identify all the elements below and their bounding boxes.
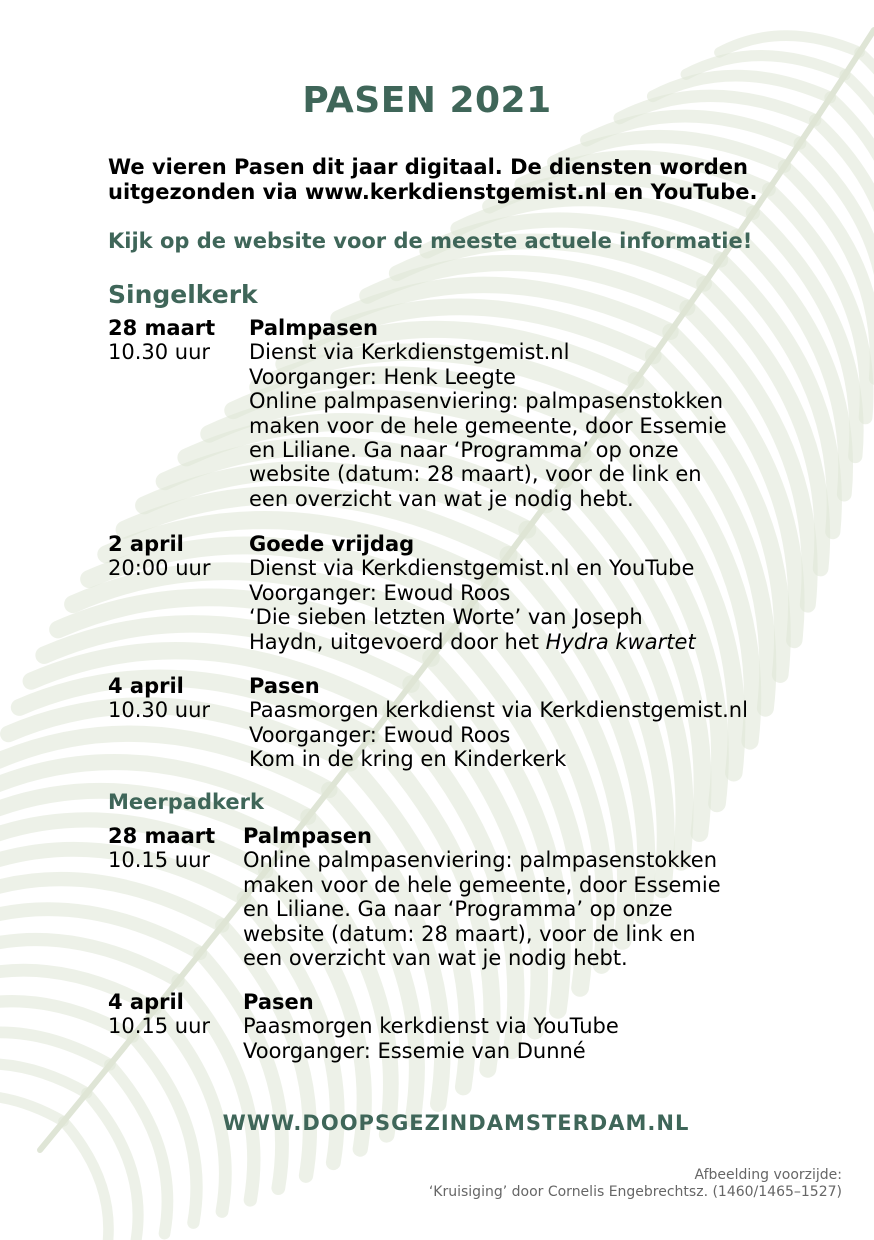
page-title: PASEN 2021 — [302, 80, 552, 121]
event-line: een overzicht van wat je nodig hebt. — [249, 486, 634, 511]
event-time: 20:00 uur — [108, 556, 211, 581]
event-line-text: Haydn, uitgevoerd door het — [249, 629, 546, 654]
leaf-frond — [860, 52, 874, 180]
event-name: Pasen — [243, 990, 314, 1014]
intro-line: uitgezonden via www.kerkdienstgemist.nl en YouTube. — [108, 180, 758, 204]
event-name: Goede vrijdag — [249, 532, 415, 556]
event-line: en Liliane. Ga naar ‘Programma’ op onze — [249, 437, 679, 462]
event-time: 10.30 uur — [108, 340, 211, 365]
event-line: Dienst via Kerkdienstgemist.nl en YouTube — [249, 556, 695, 581]
intro-line: We vieren Pasen dit jaar digitaal. De diensten worden — [108, 155, 748, 179]
event-date: 28 maart — [108, 824, 216, 848]
credit-line: ‘Kruisiging’ door Cornelis Engebrechtsz. (1460/1465–1527) — [428, 1184, 842, 1200]
leaf-frond — [64, 1121, 109, 1240]
leaf-frond — [0, 1032, 110, 1064]
event-line: Voorganger: Ewoud Roos — [249, 580, 511, 605]
image-credit — [429, 1167, 842, 1201]
event-time: 10.15 uur — [108, 1014, 211, 1039]
church-heading-singelkerk: Singelkerk — [108, 280, 258, 309]
leaf-frond — [0, 1064, 87, 1093]
event-line: website (datum: 28 maart), voor de link en — [249, 462, 702, 487]
intro-text — [108, 155, 757, 205]
event-date: 4 april — [108, 990, 184, 1014]
event-time: 10.30 uur — [108, 698, 211, 723]
event-line: Kom in de kring en Kinderkerk — [249, 747, 567, 772]
credit-line: Afbeelding voorzijde: — [694, 1167, 842, 1183]
event-line: ‘Die sieben letzten Worte’ van Joseph — [249, 605, 643, 630]
event-name: Palmpasen — [243, 824, 372, 848]
event-date: 28 maart — [108, 316, 216, 340]
event-line: Paasmorgen kerkdienst via YouTube — [243, 1014, 619, 1039]
event-line: Dienst via Kerkdienstgemist.nl — [249, 340, 570, 365]
event-line: Online palmpasenviering: palmpasenstokken — [243, 848, 717, 873]
event-line: en Liliane. Ga naar ‘Programma’ op onze — [243, 897, 673, 922]
event-line: Voorganger: Ewoud Roos — [249, 722, 511, 747]
event-line: maken voor de hele gemeente, door Essemie — [249, 413, 727, 438]
event-name: Palmpasen — [249, 316, 378, 340]
event-name: Pasen — [249, 674, 320, 698]
event-date: 2 april — [108, 532, 184, 556]
event-line: Online palmpasenviering: palmpasenstokken — [249, 389, 723, 414]
event-line: maken voor de hele gemeente, door Essemie — [243, 872, 721, 897]
event-line: een overzicht van wat je nodig hebt. — [243, 945, 628, 970]
event-time: 10.15 uur — [108, 848, 211, 873]
event-date: 4 april — [108, 674, 184, 698]
event-line: Paasmorgen kerkdienst via Kerkdienstgemist.nl — [249, 698, 748, 723]
notice-text: Kijk op de website voor de meeste actuele informatie! — [108, 229, 753, 253]
website-link[interactable]: WWW.DOOPSGEZINDAMSTERDAM.NL — [222, 1111, 690, 1135]
event-line: Voorganger: Essemie van Dunné — [243, 1038, 586, 1063]
ensemble-name: Hydra kwartet — [545, 629, 696, 654]
event-line: Voorganger: Henk Leegte — [249, 364, 516, 389]
leaf-frond — [719, 36, 859, 53]
event-line: website (datum: 28 maart), voor de link en — [243, 921, 696, 946]
church-heading-meerpadkerk: Meerpadkerk — [108, 790, 264, 814]
event-line — [249, 630, 696, 654]
